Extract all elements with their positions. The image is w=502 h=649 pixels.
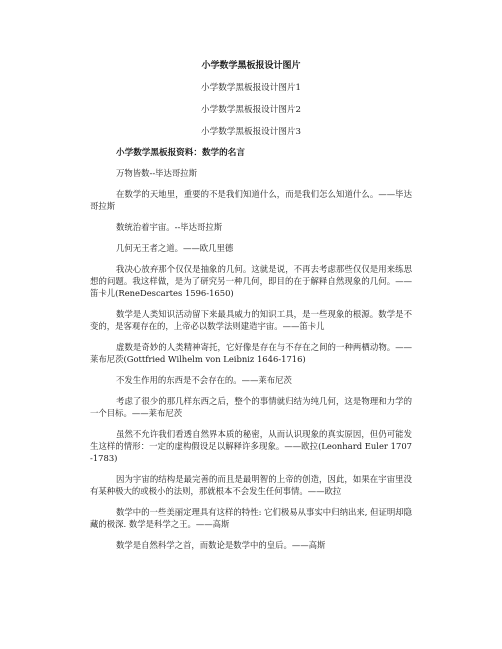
section-title: 小学数学黑板报资料：数学的名言 xyxy=(116,148,245,158)
quote-paragraph: 数统治着宇宙。--毕达哥拉斯 xyxy=(116,222,223,232)
quote-paragraph: 考虑了很少的那几样东西之后，整个的事情就归结为纯几何，这是物理和力学的一个目标。——莱布尼茨 xyxy=(90,396,412,418)
image-caption-1: 小学数学黑板报设计图片1 xyxy=(201,83,301,93)
quote-paragraph: 虚数是奇妙的人类精神寄托，它好像是存在与不存在之间的一种两栖动物。——莱布尼茨(Gottfried Wilhelm von Leibniz 1646-1716) xyxy=(90,342,412,364)
quote-paragraph: 因为宇宙的结构是最完善的而且是最明智的上帝的创造，因此，如果在宇宙里没有某种极大的或极小的法则，那就根本不会发生任何事情。——欧拉 xyxy=(90,474,412,496)
image-caption-2: 小学数学黑板报设计图片2 xyxy=(201,105,301,115)
quote-paragraph: 不发生作用的东西是不会存在的。——莱布尼茨 xyxy=(116,375,292,385)
quote-paragraph: 几何无王者之道。——欧几里德 xyxy=(116,243,234,253)
document-title: 小学数学黑板报设计图片 xyxy=(201,61,301,71)
quote-paragraph: 在数学的天地里，重要的不是我们知道什么，而是我们怎么知道什么。——毕达哥拉斯 xyxy=(90,189,412,211)
quote-paragraph: 虽然不允许我们看透自然界本质的秘密，从而认识现象的真实原因，但仍可能发生这样的情形：一定的虚构假设足以解释许多现象。——欧拉(Leonhard Euler 1707-1783) xyxy=(90,429,412,463)
quote-paragraph: 我决心放弃那个仅仅是抽象的几何。这就是说，不再去考虑那些仅仅是用来练思想的问题。我这样做，是为了研究另一种几何，即目的在于解释自然现象的几何。——笛卡儿(ReneDescartes 1596-1650) xyxy=(90,264,412,298)
image-caption-3: 小学数学黑板报设计图片3 xyxy=(201,127,301,137)
quote-paragraph: 数学是自然科学之首，而数论是数学中的皇后。——高斯 xyxy=(116,540,326,550)
quote-paragraph: 万物皆数--毕达哥拉斯 xyxy=(116,168,198,178)
quote-paragraph: 数学中的一些美丽定理具有这样的特性: 它们极易从事实中归纳出来, 但证明却隐藏的极深. 数学是科学之王。——高斯 xyxy=(90,507,412,529)
quote-paragraph: 数学是人类知识活动留下来最具威力的知识工具，是一些现象的根源。数学是不变的，是客观存在的，上帝必以数学法则建造宇宙。——笛卡儿 xyxy=(90,309,412,331)
